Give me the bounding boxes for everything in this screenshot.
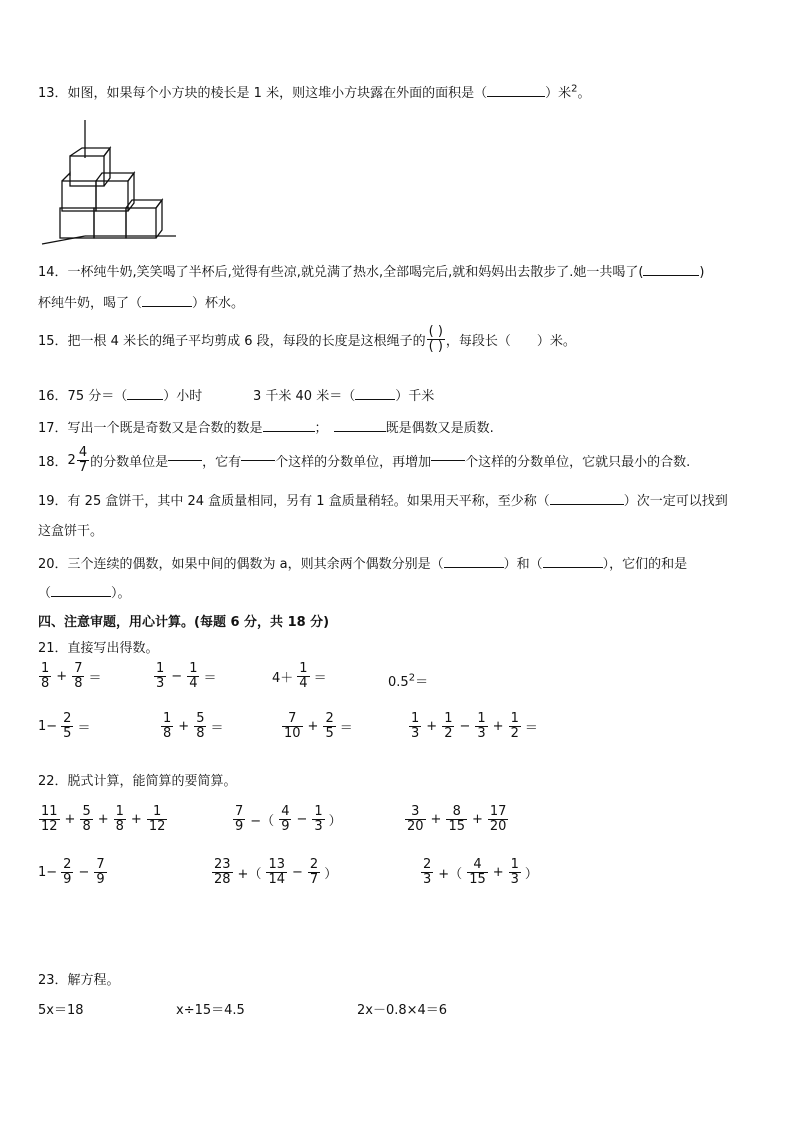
cube-stack-figure [38,118,178,248]
q15-text-a: 15．把一根 4 米长的绳子平均剪成 6 段，每段的长度是这根绳子的 [38,333,426,349]
denominator: 9 [63,871,72,887]
denominator: 5 [63,725,72,741]
q14-blank-1[interactable] [643,275,699,276]
q13-superscript: 2 [571,83,578,95]
operator: + [492,718,504,734]
q19-line1-end: ）次一定可以找到 [623,494,728,509]
prefix: 1− [38,718,58,734]
fraction [72,662,84,690]
q17-text-c: 既是偶数又是质数. [385,421,494,436]
operator: +（ [438,866,463,882]
operator: − [459,718,471,734]
numerator: 2 [325,711,334,726]
numerator: 7 [96,857,105,872]
question-16 [38,385,202,404]
q23-equation-2: x÷15＝4.5 [176,1003,245,1018]
denominator: 3 [477,725,486,741]
numerator: 5 [82,804,91,819]
q19-line2: 这盒饼干。 [38,524,104,539]
equals-sign: ＝ [313,670,327,686]
operator: + [430,811,442,827]
fraction [187,662,199,690]
q21-title: 21．直接写出得数。 [38,641,159,656]
denominator: 15 [469,871,486,887]
q20-line1-end: ），它们的和是 [602,557,688,572]
q16-unit-a: ）小时 [163,389,203,404]
denominator: 5 [325,725,334,741]
q13-unit: ）米 [545,86,572,101]
numerator: 2 [423,857,432,872]
q18-numerator: 4 [78,445,88,460]
q17-text-a: 17．写出一个既是奇数又是合数的数是 [38,421,263,436]
denominator: 8 [196,725,205,741]
numerator: 17 [489,804,507,819]
operator: −（ [250,813,275,829]
numerator: 8 [452,804,461,819]
operator: + [130,811,142,827]
numerator: 2 [63,711,72,726]
denominator: 14 [268,871,285,887]
fraction [39,805,60,833]
numerator: 3 [411,804,420,819]
operator: + [307,718,319,734]
numerator: 4 [281,804,290,819]
question-14 [38,261,705,280]
equals-sign: ＝ [339,720,353,736]
numerator: 4 [473,857,482,872]
q20-mid: ）和（ [503,557,543,572]
fraction [446,805,467,833]
q16-blank-1[interactable] [127,399,163,400]
q18-text-d: 个这样的分数单位，再增加 [275,454,432,470]
numerator: 1 [314,804,323,819]
question-20-line2 [38,582,131,601]
question-16-b [253,385,434,404]
close-paren: ） [524,866,538,882]
q18-blank-1[interactable] [168,460,202,461]
operator: + [64,811,76,827]
q22-item-3 [404,805,509,833]
q20-blank-3[interactable] [51,596,111,597]
prefix: 1− [38,864,58,880]
q16-blank-2[interactable] [355,399,395,400]
q20-line2b: ）。 [111,586,131,601]
numerator: 7 [235,804,244,819]
q21-item-6 [160,712,223,740]
q18-blank-2[interactable] [241,460,275,461]
denominator: 4 [299,675,308,691]
operator: + [178,718,190,734]
denominator: 8 [82,818,91,834]
fraction [94,858,106,886]
close-paren: ） [324,866,338,882]
operator: + [56,668,68,684]
q21-item-4 [388,671,428,690]
fraction [233,805,245,833]
q19-line1: 19．有 25 盒饼干，其中 24 盒质量相同，另有 1 盒质量稍轻。如果用天平称，至少称（ [38,494,550,509]
q16-text-a: 16．75 分＝（ [38,389,128,404]
q22-item-1 [38,805,168,833]
q14-blank-2[interactable] [142,306,192,307]
fraction [80,805,92,833]
q18-blank-3[interactable] [431,460,465,461]
numerator: 1 [477,711,486,726]
q18-text-c: ，它有 [202,454,242,470]
numerator: 13 [268,857,285,872]
numerator: 1 [156,661,165,676]
numerator: 7 [288,711,297,726]
q22-item-6 [420,858,538,886]
denominator: 8 [163,725,172,741]
q20-line1: 20．三个连续的偶数，如果中间的偶数为 a，则其余两个偶数分别是（ [38,557,444,572]
denominator: 12 [148,818,166,834]
denominator: 9 [96,871,105,887]
q23-equation-3: 2x－0.8×4＝6 [357,1003,448,1018]
q20-blank-1[interactable] [444,567,504,568]
q21-item-8 [408,712,538,740]
operator: + [426,718,438,734]
q18-denominator: 7 [78,459,88,475]
fraction [161,712,173,740]
numerator: 1 [189,661,198,676]
q13-end: 。 [577,86,591,101]
operator: − [296,811,308,827]
operator: + [97,811,109,827]
fraction [212,858,233,886]
denominator: 20 [407,818,424,834]
fraction [488,805,509,833]
q15-frac-numerator: ( ) [428,324,443,339]
fraction [279,805,291,833]
q21-item-2 [153,662,216,690]
q13-answer-blank[interactable] [487,96,545,97]
operator: +（ [237,866,262,882]
numerator: 2 [309,857,319,872]
equals-sign: ＝ [415,675,429,690]
equals-sign: ＝ [203,670,217,686]
operator: − [171,668,183,684]
numerator: 5 [196,711,205,726]
numerator: 1 [152,804,162,819]
numerator: 7 [74,661,83,676]
equals-sign: ＝ [524,720,538,736]
denominator: 4 [189,675,198,691]
question-20 [38,553,687,572]
q23-equation-1: 5x＝18 [38,1003,84,1018]
denominator: 28 [214,871,231,887]
q14-line2a: 杯纯牛奶，喝了（ [38,296,143,311]
operator: + [492,864,504,880]
q22-item-2 [232,805,342,833]
numerator: 23 [214,857,231,872]
fraction [323,712,335,740]
operator: + [472,811,483,827]
fraction [421,858,433,886]
fraction [61,858,73,886]
question-15 [38,325,576,353]
denominator: 3 [156,675,165,691]
denominator: 8 [115,818,124,834]
denominator: 3 [510,871,519,887]
prefix: 4＋ [272,670,294,686]
fraction [467,858,488,886]
numerator: 1 [510,711,519,726]
close-paren: ） [328,813,342,829]
fraction [509,858,521,886]
fraction [297,662,309,690]
q22-item-5 [211,858,337,886]
denominator: 20 [489,818,507,834]
q15-fraction[interactable] [427,325,445,353]
question-19 [38,490,728,509]
fraction [312,805,324,833]
q16-unit-b: ）千米 [395,389,435,404]
q14-line1: 14．一杯纯牛奶,笑笑喝了半杯后,觉得有些凉,就兑满了热水,全部喝完后,就和妈妈出去散步了.她一共喝了( [38,265,644,280]
denominator: 9 [235,818,244,834]
fraction [475,712,487,740]
q13-text: 13．如图，如果每个小方块的棱长是 1 米，则这堆小方块露在外面的面积是（ [38,86,488,101]
fraction [39,662,51,690]
equals-sign: ＝ [88,670,102,686]
numerator: 1 [299,661,308,676]
denominator: 7 [309,871,319,887]
numerator: 1 [163,711,172,726]
equals-sign: ＝ [77,720,91,736]
q17-blank-1[interactable] [263,431,315,432]
fraction [405,805,426,833]
q14-line2b: ）杯水。 [192,296,245,311]
denominator: 2 [444,725,453,741]
question-13 [38,82,590,101]
q19-blank[interactable] [550,504,624,505]
q21-item-7 [281,712,353,740]
denominator: 12 [41,818,58,834]
fraction [409,712,421,740]
numerator: 2 [63,857,72,872]
operator: − [78,864,90,880]
q18-text-b: 的分数单位是 [90,454,169,470]
question-14-line2 [38,292,244,311]
fraction [442,712,454,740]
q18-whole-part: 2 [67,452,76,468]
q23-title: 23．解方程。 [38,973,120,988]
q21-item-5 [38,712,90,740]
numerator: 1 [510,857,519,872]
q15-text-b: ，每段长（ ）米。 [445,333,576,349]
q15-frac-denominator: ( ) [428,338,443,354]
denominator: 3 [411,725,420,741]
q20-line2a: （ [38,586,52,601]
fraction [154,662,166,690]
exponent: 2 [408,672,416,684]
fraction [147,805,168,833]
operator: − [292,864,303,880]
numerator: 1 [41,661,50,676]
q21-item-3 [272,662,327,690]
numerator: 11 [41,804,58,819]
q20-blank-2[interactable] [543,567,603,568]
question-19-line2 [38,520,103,539]
q22-item-4 [38,858,108,886]
denominator: 8 [74,675,83,691]
denominator: 15 [448,818,465,834]
equals-sign: ＝ [210,720,224,736]
fraction [194,712,206,740]
denominator: 3 [314,818,323,834]
denominator: 3 [423,871,432,887]
q16-text-b: 3 千米 40 米＝（ [253,389,356,404]
denominator: 10 [284,725,301,741]
numerator: 1 [444,711,453,726]
fraction [308,858,320,886]
section-4-heading: 四、注意审题，用心计算。(每题 6 分，共 18 分) [38,615,330,630]
q17-semicolon: ； [314,421,328,436]
fraction [114,805,126,833]
fraction [509,712,521,740]
fraction [282,712,303,740]
question-17 [38,417,494,436]
q18-text-e: 个这样的分数单位，它就只最小的合数. [465,454,691,470]
q17-blank-2[interactable] [334,431,386,432]
q21-item-1 [38,662,101,690]
q18-fraction [77,446,89,474]
denominator: 8 [41,675,50,691]
q14-line1-end: ) [699,265,705,280]
fraction [61,712,73,740]
numerator: 1 [411,711,420,726]
question-18 [38,446,690,474]
q22-title: 22．脱式计算，能简算的要简算。 [38,774,237,789]
cube-lines [42,120,176,244]
denominator: 9 [281,818,290,834]
denominator: 2 [510,725,519,741]
q18-number: 18． [38,454,68,470]
fraction [266,858,287,886]
numerator: 1 [115,804,124,819]
base: 0.5 [388,675,409,690]
